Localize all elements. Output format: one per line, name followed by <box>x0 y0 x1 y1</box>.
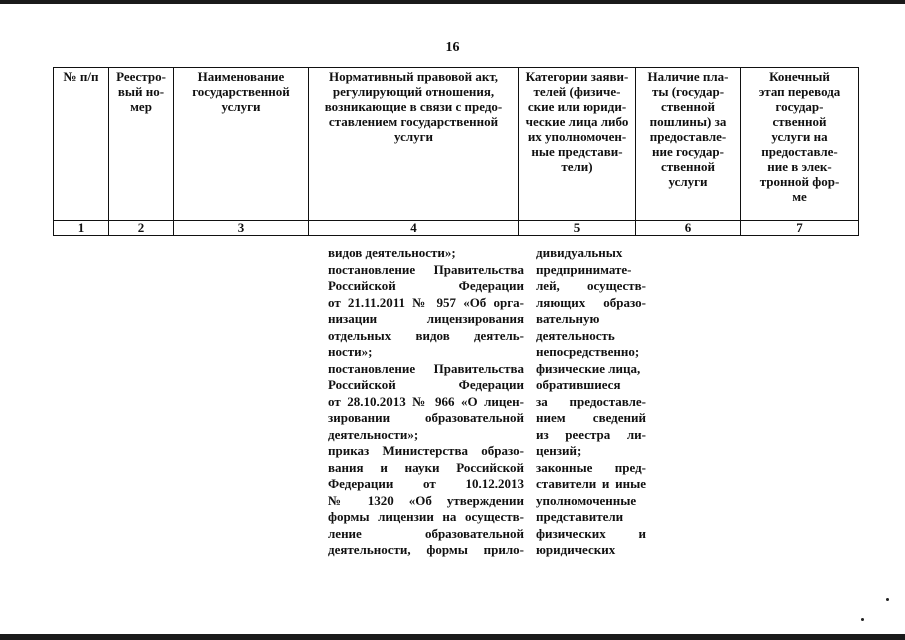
text-line: Российской Федерации <box>328 377 524 392</box>
header-line: мер <box>130 99 152 114</box>
header-line: ческие лица либо <box>525 114 629 129</box>
header-line: ние государ- <box>652 144 724 159</box>
text-line: Федерации от 10.12.2013 <box>328 476 524 491</box>
text-line: нием сведений <box>536 410 646 425</box>
column-number: 2 <box>109 221 174 236</box>
text-line: зировании образовательной <box>328 410 524 425</box>
column-number: 6 <box>636 221 741 236</box>
text-line: ляющих образо- <box>536 294 646 310</box>
text-line: цензий; <box>536 443 582 458</box>
text-line: от 21.11.2011 № 957 «Об орга- <box>328 294 524 310</box>
text-line: юридических <box>536 542 616 557</box>
header-cell-registry-number <box>109 68 174 221</box>
header-line: регулирующий отношения, <box>332 84 495 99</box>
text-line: физических и <box>536 525 646 541</box>
header-cell-fee <box>636 68 741 221</box>
header-line: государственной <box>192 84 290 99</box>
header-line: услуги <box>221 99 261 114</box>
text-line: деятельность <box>536 327 615 343</box>
header-cell-applicant-categories <box>519 68 636 221</box>
header-line: Нормативный правовой акт, <box>329 69 498 84</box>
header-line: пошлины) за <box>649 114 727 129</box>
text-line: представители <box>536 509 624 524</box>
applicant-categories-text <box>536 245 646 559</box>
header-line: услуги на <box>771 129 828 144</box>
header-line: ственной <box>772 114 827 129</box>
header-cell-legal-act <box>309 68 519 221</box>
header-line: ственной <box>661 99 715 114</box>
text-line: формы лицензии на осуществ- <box>328 509 524 524</box>
text-line: уполномоченные <box>536 492 637 508</box>
scan-edge-bottom <box>0 634 905 640</box>
header-line: ские или юриди- <box>527 99 627 114</box>
text-line: ности»; <box>328 344 373 359</box>
text-line: низации лицензирования <box>328 311 524 326</box>
header-line: государ- <box>775 99 824 114</box>
header-line: услуги <box>393 129 434 144</box>
text-line: вания и науки Российской <box>328 459 524 475</box>
header-line: № п/п <box>63 69 99 84</box>
text-line: из реестра ли- <box>536 426 646 442</box>
header-cell-service-name <box>174 68 309 221</box>
header-line: Конечный <box>769 69 830 84</box>
text-line: Российской Федерации <box>328 278 524 293</box>
header-line: предоставле- <box>761 144 838 159</box>
services-table <box>53 67 859 236</box>
text-line: постановление Правительства <box>328 261 524 277</box>
header-line: тронной фор- <box>759 174 840 189</box>
header-line: этап перевода <box>758 84 841 99</box>
text-line: непосредственно; <box>536 344 640 359</box>
column-number: 4 <box>309 221 519 236</box>
text-line: № 1320 «Об утверждении <box>328 492 524 508</box>
header-line: услуги <box>668 174 708 189</box>
header-line: ственной <box>661 159 715 174</box>
column-number: 3 <box>174 221 309 236</box>
column-number: 5 <box>519 221 636 236</box>
text-line: деятельности, формы прило- <box>328 542 524 557</box>
header-line: Реестро- <box>116 69 166 84</box>
header-line: Категории заяви- <box>525 69 629 84</box>
column-number: 7 <box>741 221 859 236</box>
page-number: 16 <box>445 40 460 55</box>
header-line: вый но- <box>117 84 165 99</box>
text-line: физические лица, <box>536 360 641 376</box>
text-line: отдельных видов деятель- <box>328 327 524 343</box>
header-line: тели) <box>561 159 593 174</box>
text-line: обратившиеся <box>536 377 621 392</box>
header-line: Наличие пла- <box>647 69 729 84</box>
text-line: ление образовательной <box>328 525 524 541</box>
scan-edge-top <box>0 0 905 4</box>
text-line: предпринимате- <box>536 261 632 277</box>
text-line: от 28.10.2013 № 966 «О лицен- <box>328 393 524 409</box>
header-line: телей (физиче- <box>533 84 621 99</box>
header-cell-number <box>54 68 109 221</box>
header-line: ные представи- <box>531 144 623 159</box>
header-line: Наименование <box>197 69 285 84</box>
header-line: предоставле- <box>649 129 727 144</box>
text-line: ставители и иные <box>536 476 646 491</box>
header-line: ме <box>792 189 807 204</box>
scan-speck <box>861 618 864 621</box>
legal-acts-text <box>328 245 524 559</box>
text-line: приказ Министерства образо- <box>328 443 524 458</box>
text-line: постановление Правительства <box>328 360 524 376</box>
column-number-row <box>54 221 859 236</box>
header-line: ние в элек- <box>767 159 832 174</box>
text-line: дивидуальных <box>536 245 623 260</box>
text-line: лей, осуществ- <box>536 278 646 293</box>
scan-speck <box>886 598 889 601</box>
text-line: деятельности»; <box>328 426 419 442</box>
header-line: ты (государ- <box>651 84 725 99</box>
header-line: возникающие в связи с предо- <box>324 99 503 114</box>
header-line: ставлением государственной <box>328 114 499 129</box>
text-line: видов деятельности»; <box>328 245 456 260</box>
text-line: за предоставле- <box>536 393 646 409</box>
column-number: 1 <box>54 221 109 236</box>
header-cell-electronic-stage <box>741 68 859 221</box>
text-line: законные пред- <box>536 459 646 475</box>
header-line: их уполномочен- <box>527 129 627 144</box>
table-header-row <box>54 68 859 221</box>
text-line: вательную <box>536 311 600 326</box>
